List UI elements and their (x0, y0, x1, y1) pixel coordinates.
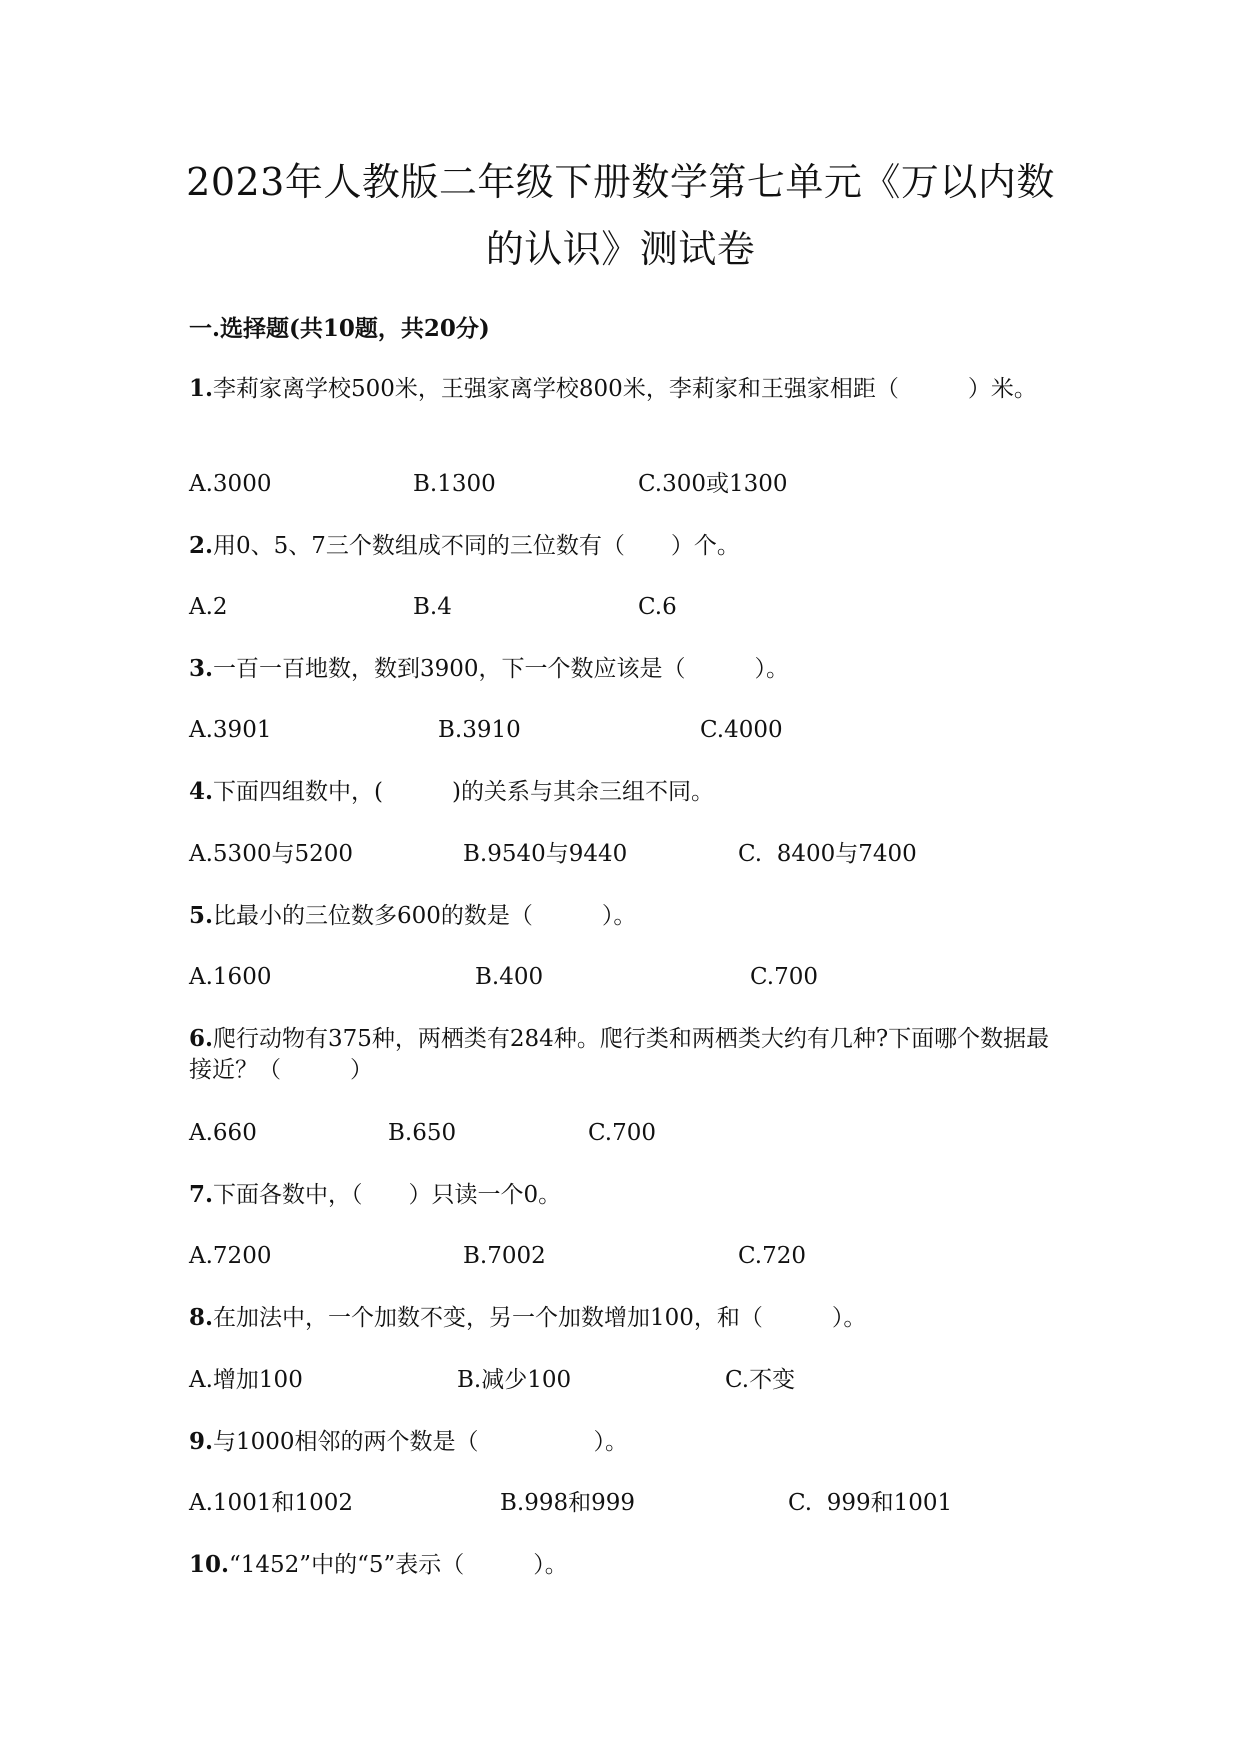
question-9 (189, 1426, 1059, 1458)
question-2-option-c: C.6 (638, 594, 677, 620)
question-number: 8. (189, 1304, 214, 1331)
question-1-option-a: A.3000 (189, 471, 272, 497)
page-title-line-2: 的认识》测试卷 (485, 227, 756, 271)
question-5-option-b: B.400 (475, 964, 544, 990)
question-1-option-b: B.1300 (413, 471, 496, 497)
question-4-option-c: C. 8400与7400 (738, 841, 917, 867)
question-number: 3. (189, 655, 214, 682)
question-text: 一百一百地数，数到3900，下一个数应该是（ ）。 (213, 656, 790, 682)
question-number: 7. (189, 1181, 214, 1208)
question-text: 比最小的三位数多600的数是（ ）。 (213, 903, 637, 929)
question-9-option-c: C. 999和1001 (788, 1490, 953, 1516)
question-text: 在加法中，一个加数不变，另一个加数增加100，和（ ）。 (213, 1305, 867, 1331)
question-number: 6. (189, 1025, 214, 1052)
question-number: 4. (189, 778, 214, 805)
question-9-option-b: B.998和999 (500, 1490, 636, 1516)
question-6-option-b: B.650 (388, 1120, 457, 1146)
question-2-option-b: B.4 (413, 594, 452, 620)
question-8-option-a: A.增加100 (189, 1367, 303, 1393)
question-7-option-c: C.720 (738, 1243, 806, 1269)
question-5-option-a: A.1600 (189, 964, 272, 990)
section-heading: 一.选择题(共10题，共20分) (189, 315, 490, 342)
question-text: “1452”中的“5”表示（ ）。 (229, 1552, 568, 1578)
question-7-option-b: B.7002 (463, 1243, 546, 1269)
question-text: 下面四组数中，( )的关系与其余三组不同。 (213, 779, 714, 805)
question-1-option-c: C.300或1300 (638, 471, 788, 497)
question-3-option-a: A.3901 (189, 717, 272, 743)
question-number: 10. (189, 1551, 230, 1578)
question-number: 5. (189, 902, 214, 929)
question-6-option-c: C.700 (588, 1120, 656, 1146)
question-2 (189, 530, 1059, 562)
question-8 (189, 1302, 1059, 1334)
page-title-line-1: 2023年人教版二年级下册数学第七单元《万以内数 (186, 160, 1055, 204)
question-6-option-a: A.660 (189, 1120, 257, 1146)
question-10 (189, 1549, 1059, 1581)
question-number: 1. (189, 375, 214, 402)
question-6 (189, 1023, 1059, 1086)
question-text: 爬行动物有375种，两栖类有284种。爬行类和两栖类大约有几种?下面哪个数据最接近？（ ） (189, 1026, 1050, 1083)
question-text: 与1000相邻的两个数是（ ）。 (213, 1429, 629, 1455)
question-4-option-a: A.5300与5200 (189, 841, 353, 867)
question-text: 李莉家离学校500米，王强家离学校800米，李莉家和王强家相距（ ）米。 (213, 376, 1037, 402)
question-7 (189, 1179, 1059, 1211)
question-5 (189, 900, 1059, 932)
question-text: 下面各数中，（ ）只读一个0。 (213, 1182, 562, 1208)
question-2-option-a: A.2 (189, 594, 228, 620)
question-4 (189, 776, 1059, 808)
question-9-option-a: A.1001和1002 (189, 1490, 353, 1516)
question-number: 9. (189, 1428, 214, 1455)
question-8-option-c: C.不变 (725, 1367, 796, 1393)
question-5-option-c: C.700 (750, 964, 818, 990)
question-7-option-a: A.7200 (189, 1243, 272, 1269)
question-4-option-b: B.9540与9440 (463, 841, 628, 867)
question-8-option-b: B.减少100 (457, 1367, 572, 1393)
question-text: 用0、5、7三个数组成不同的三位数有（ ）个。 (213, 533, 740, 559)
question-3 (189, 653, 1059, 685)
question-3-option-c: C.4000 (700, 717, 783, 743)
question-1 (189, 373, 1059, 405)
question-number: 2. (189, 532, 214, 559)
question-3-option-b: B.3910 (438, 717, 521, 743)
